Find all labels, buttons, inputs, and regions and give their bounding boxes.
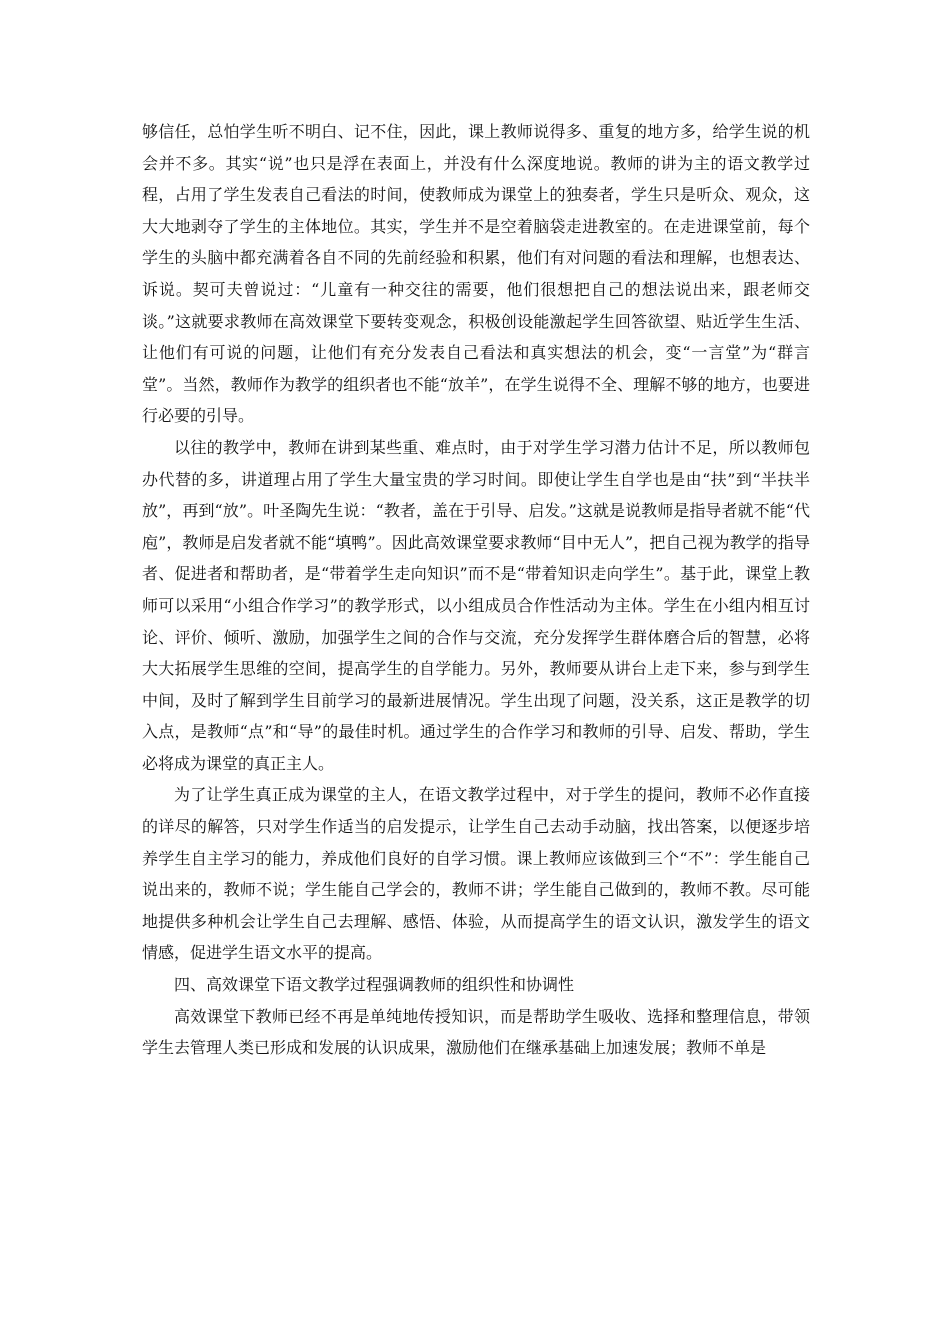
paragraph-1: 够信任，总怕学生听不明白、记不住，因此，课上教师说得多、重复的地方多，给学生说的机会并不多。其实“说”也只是浮在表面上，并没有什么深度地说。教师的讲为主的语文教学过程，占用了学生发表自己看法的时间，使教师成为课堂上的独奏者，学生只是听众、观众，这大大地剥夺了学生的主体地位。其实，学生并不是空着脑袋走进教室的。在走进课堂前，每个学生的头脑中都充满着各自不同的先前经验和积累，他们有对问题的看法和理解，也想表达、诉说。契可夫曾说过：“儿童有一种交往的需要，他们很想把自己的想法说出来，跟老师交谈。”这就要求教师在高效课堂下要转变观念，积极创设能激起学生回答欲望、贴近学生生活、让他们有可说的问题，让他们有充分发表自己看法和真实想法的机会，变“一言堂”为“群言堂”。当然，教师作为教学的组织者也不能“放羊”，在学生说得不全、理解不够的地方，也要进行必要的引导。 bbox=[142, 122, 810, 426]
paragraph-4: 高效课堂下教师已经不再是单纯地传授知识，而是帮助学生吸收、选择和整理信息，带领学生去管理人类已形成和发展的认识成果，激励他们在继承基础上加速发展；教师不单是 bbox=[142, 1006, 810, 1058]
section-heading: 四、高效课堂下语文教学过程强调教师的组织性和协调性 bbox=[174, 975, 575, 995]
document-page bbox=[142, 116, 810, 1064]
paragraph-2: 以往的教学中，教师在讲到某些重、难点时，由于对学生学习潜力估计不足，所以教师包办代替的多，讲道理占用了学生大量宝贵的学习时间。即使让学生自学也是由“扶”到“半扶半放”，再到“放”。叶圣陶先生说：“教者，盖在于引导、启发。”这就是说教师是指导者就不能“代庖”，教师是启发者就不能“填鸭”。因此高效课堂要求教师“目中无人”，把自己视为教学的指导者、促进者和帮助者，是“带着学生走向知识”而不是“带着知识走向学生”。基于此，课堂上教师可以采用“小组合作学习”的教学形式，以小组成员合作性活动为主体。学生在小组内相互讨论、评价、倾听、激励，加强学生之间的合作与交流，充分发挥学生群体磨合后的智慧，必将大大拓展学生思维的空间，提高学生的自学能力。另外，教师要从讲台上走下来，参与到学生中间，及时了解到学生目前学习的最新进展情况。学生出现了问题，没关系，这正是教学的切入点，是教师“点”和“导”的最佳时机。通过学生的合作学习和教师的引导、启发、帮助，学生必将成为课堂的真正主人。 bbox=[142, 437, 810, 773]
paragraph-3: 为了让学生真正成为课堂的主人，在语文教学过程中，对于学生的提问，教师不必作直接的详尽的解答，只对学生作适当的启发提示，让学生自己去动手动脑，找出答案，以便逐步培养学生自主学习的能力，养成他们良好的自学习惯。课上教师应该做到三个“不”：学生能自己说出来的，教师不说；学生能自己学会的，教师不讲；学生能自己做到的，教师不教。尽可能地提供多种机会让学生自己去理解、感悟、体验，从而提高学生的语文认识，激发学生的语文情感，促进学生语文水平的提高。 bbox=[142, 785, 810, 963]
